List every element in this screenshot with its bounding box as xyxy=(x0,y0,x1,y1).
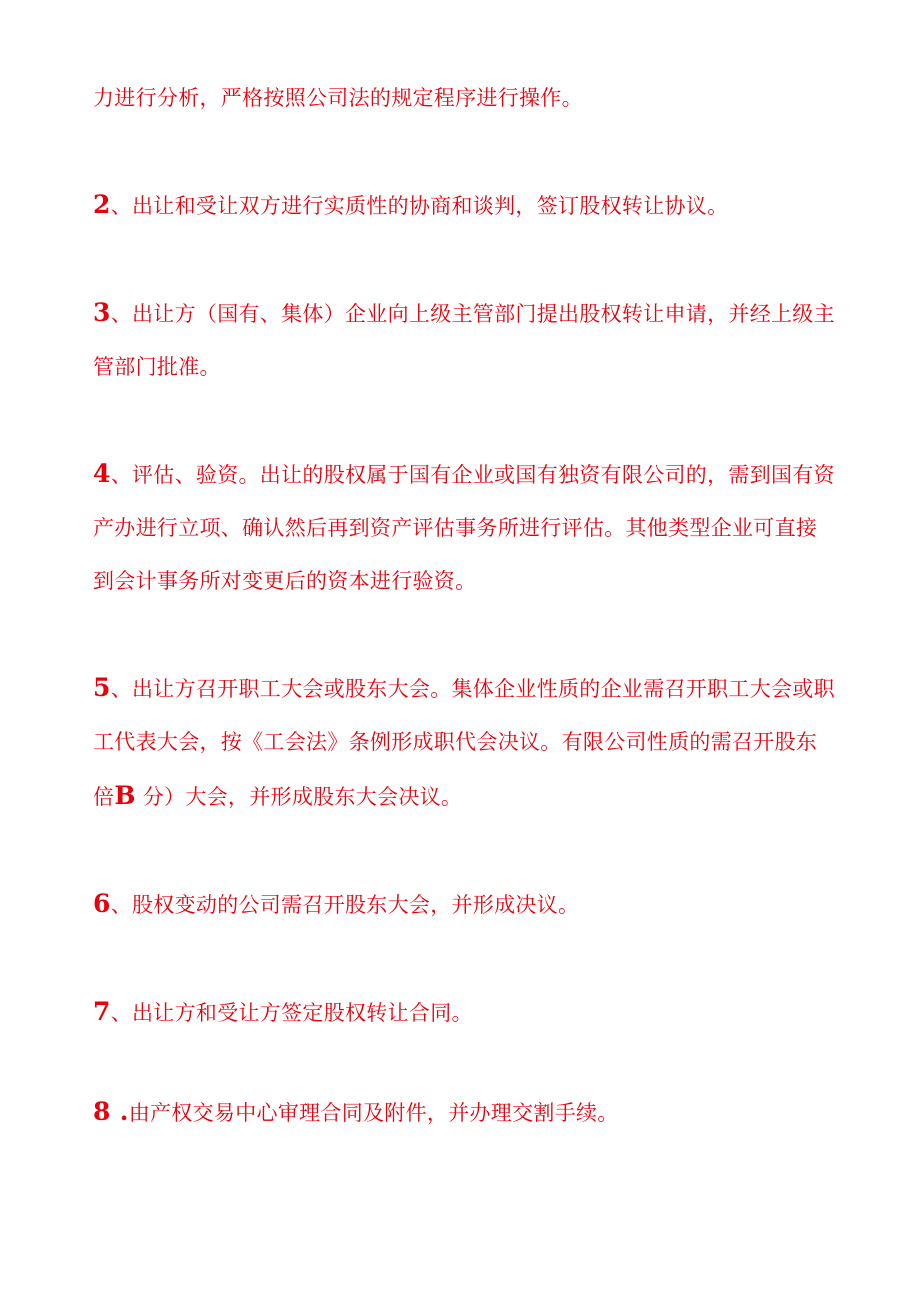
document-page xyxy=(93,72,838,1140)
paragraph-text: 由产权交易中心审理合同及附件，并办理交割手续。 xyxy=(128,1101,619,1125)
paragraph-step-7 xyxy=(93,985,838,1040)
paragraph-text: 、出让方召开职工大会或股东大会。集体企业性质的企业需召开职工大会或职工代表大会，按《工会法》条例形成职代会决议。有限公司性质的需召开股东倍 xyxy=(93,677,835,809)
paragraph-step-6 xyxy=(93,877,838,932)
paragraph-continuation xyxy=(93,72,838,125)
paragraph-text-tail: 分）大会，并形成股东大会决议。 xyxy=(135,785,463,809)
paragraph-text: 、出让方和受让方签定股权转让合同。 xyxy=(110,1001,473,1025)
step-number: 7 xyxy=(93,997,111,1026)
step-number: 3 xyxy=(93,298,111,327)
paragraph-step-2 xyxy=(93,178,838,233)
paragraph-text: 、股权变动的公司需召开股东大会，并形成决议。 xyxy=(110,893,580,917)
step-number: 8 . xyxy=(93,1097,129,1126)
paragraph-text: 、出让方（国有、集体）企业向上级主管部门提出股权转让申请，并经上级主管部门批准。 xyxy=(93,302,835,379)
paragraph-text: 、出让和受让双方进行实质性的协商和谈判，签订股权转让协议。 xyxy=(110,194,729,218)
step-number: 4 xyxy=(93,459,111,488)
paragraph-text: 力进行分析，严格按照公司法的规定程序进行操作。 xyxy=(93,86,583,110)
paragraph-step-4 xyxy=(93,447,838,608)
paragraph-step-3 xyxy=(93,286,838,394)
paragraph-step-5 xyxy=(93,661,838,824)
paragraph-step-8 xyxy=(93,1085,838,1140)
step-number: 2 xyxy=(93,190,111,219)
step-number: 5 xyxy=(93,673,111,702)
inline-letter: B xyxy=(114,781,136,810)
paragraph-text: 、评估、验资。出让的股权属于国有企业或国有独资有限公司的，需到国有资产办进行立项、确认然后再到资产评估事务所进行评估。其他类型企业可直接到会计事务所对变更后的资本进行验资。 xyxy=(93,463,835,593)
step-number: 6 xyxy=(93,889,111,918)
